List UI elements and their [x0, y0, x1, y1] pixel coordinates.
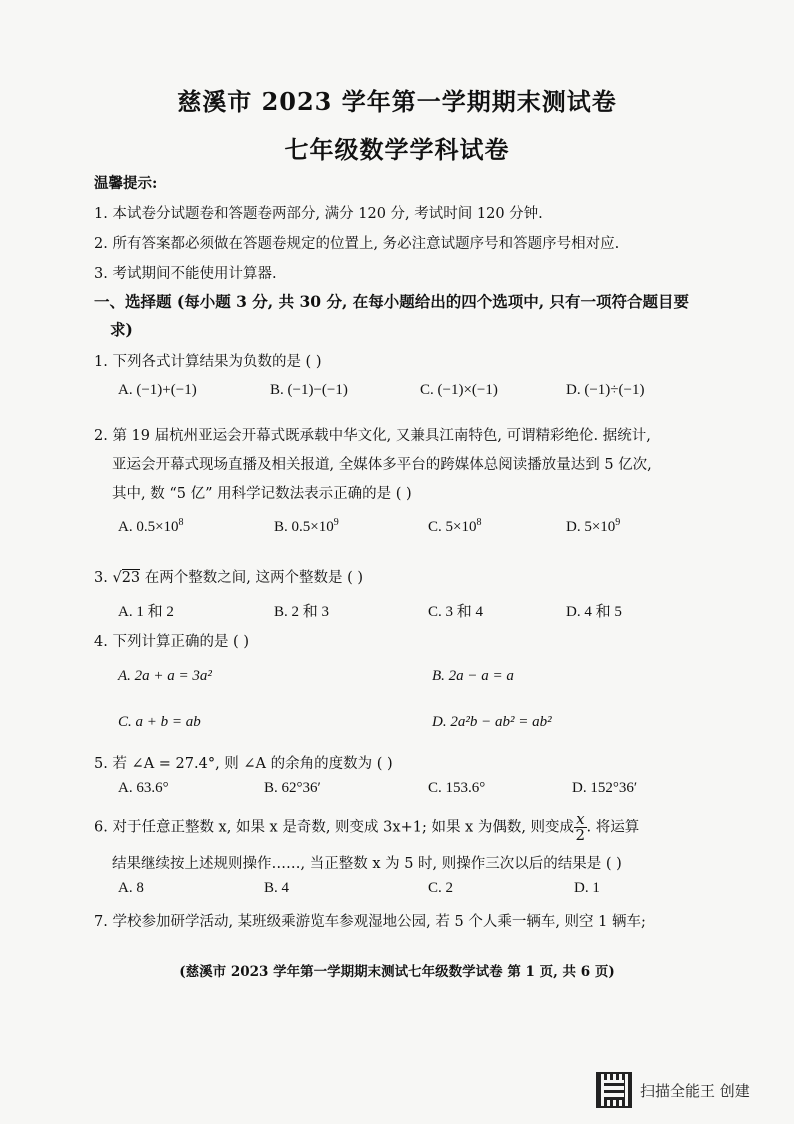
question-6-line2: 结果继续按上述规则操作……, 当正整数 x 为 5 时, 则操作三次以后的结果是 ( ): [112, 856, 622, 872]
q5-option-b: B. 62°36′: [264, 780, 321, 796]
q5-option-c: C. 153.6°: [428, 780, 486, 796]
section-heading-line1: 一、选择题 (每小题 3 分, 共 30 分, 在每小题给出的四个选项中, 只有一项符合题目要: [94, 292, 690, 311]
q3-option-b: B. 2 和 3: [274, 604, 330, 620]
qr-code-icon: [596, 1072, 632, 1108]
watermark-text: 扫描全能王 创建: [640, 1081, 750, 1100]
question-6-line1: 6. 对于任意正整数 x, 如果 x 是奇数, 则变成 3x+1; 如果 x 为偶数, 则变成 $\frac{x}{2}$ . 将运算: [94, 810, 640, 844]
q6-option-d: D. 1: [574, 880, 600, 896]
q3-option-c: C. 3 和 4: [428, 604, 484, 620]
question-2-line3: 其中, 数 “5 亿” 用科学记数法表示正确的是 ( ): [112, 486, 412, 502]
q2-option-a: A. $0.5\times 10^8$: [118, 517, 184, 535]
q3-option-a: A. 1 和 2: [118, 604, 174, 620]
tip-item-2: 2. 所有答案都必须做在答题卷规定的位置上, 务必注意试题序号和答题序号相对应.: [94, 236, 620, 252]
page-subtitle: 七年级数学学科试卷: [284, 135, 510, 164]
q2-option-c: C. $5\times 10^8$: [428, 517, 482, 535]
q5-option-d: D. 152°36′: [572, 780, 638, 796]
page-footer: (慈溪市 2023 学年第一学期期末测试七年级数学试卷 第 1 页, 共 6 页): [179, 964, 615, 980]
section-heading-line2: 求): [110, 320, 133, 339]
q6-option-a: A. 8: [118, 880, 144, 896]
question-4-stem: 4. 下列计算正确的是 ( ): [94, 634, 249, 650]
sqrt-radicand: 23: [121, 570, 141, 586]
q1-option-d: D. (−1)÷(−1): [566, 382, 645, 398]
tip-item-1: 1. 本试卷分试题卷和答题卷两部分, 满分 120 分, 考试时间 120 分钟.: [94, 206, 543, 222]
sqrt-symbol: √: [112, 570, 122, 586]
question-7-line1: 7. 学校参加研学活动, 某班级乘游览车参观湿地公园, 若 5 个人乘一辆车, 则空 1 辆车;: [94, 914, 646, 930]
page-title: 慈溪市 2023 学年第一学期期末测试卷: [177, 87, 617, 116]
question-3-stem: 3. √23 在两个整数之间, 这两个整数是 ( ): [94, 570, 364, 586]
q2-option-b: B. $0.5\times 10^9$: [274, 517, 339, 535]
q4-option-a: A. 2a + a = 3a²: [118, 668, 212, 684]
question-5-stem: 5. 若 ∠A = 27.4°, 则 ∠A 的余角的度数为 ( ): [94, 756, 393, 772]
q2-option-d: D. $5\times 10^9$: [566, 517, 621, 535]
question-2-line1: 2. 第 19 届杭州亚运会开幕式既承载中华文化, 又兼具江南特色, 可谓精彩绝伦. 据统计,: [94, 428, 651, 444]
question-1-stem: 1. 下列各式计算结果为负数的是 ( ): [94, 354, 322, 370]
q1-option-c: C. (−1)×(−1): [420, 382, 498, 398]
q5-option-a: A. 63.6°: [118, 780, 169, 796]
q6-option-c: C. 2: [428, 880, 454, 896]
q3-option-d: D. 4 和 5: [566, 604, 622, 620]
q6-option-b: B. 4: [264, 880, 290, 896]
fraction-x-over-2: $\frac{x}{2}$: [575, 810, 586, 844]
tips-heading: 温馨提示:: [94, 175, 158, 192]
q4-option-d: D. 2a²b − ab² = ab²: [432, 714, 552, 730]
tip-item-3: 3. 考试期间不能使用计算器.: [94, 266, 277, 282]
q4-option-c: C. a + b = ab: [118, 714, 201, 730]
q1-option-a: A. (−1)+(−1): [118, 382, 197, 398]
question-2-line2: 亚运会开幕式现场直播及相关报道, 全媒体多平台的跨媒体总阅读播放量达到 5 亿次,: [112, 457, 652, 473]
q1-option-b: B. (−1)−(−1): [270, 382, 348, 398]
scanner-watermark: [596, 1072, 750, 1108]
q4-option-b: B. 2a − a = a: [432, 668, 514, 684]
